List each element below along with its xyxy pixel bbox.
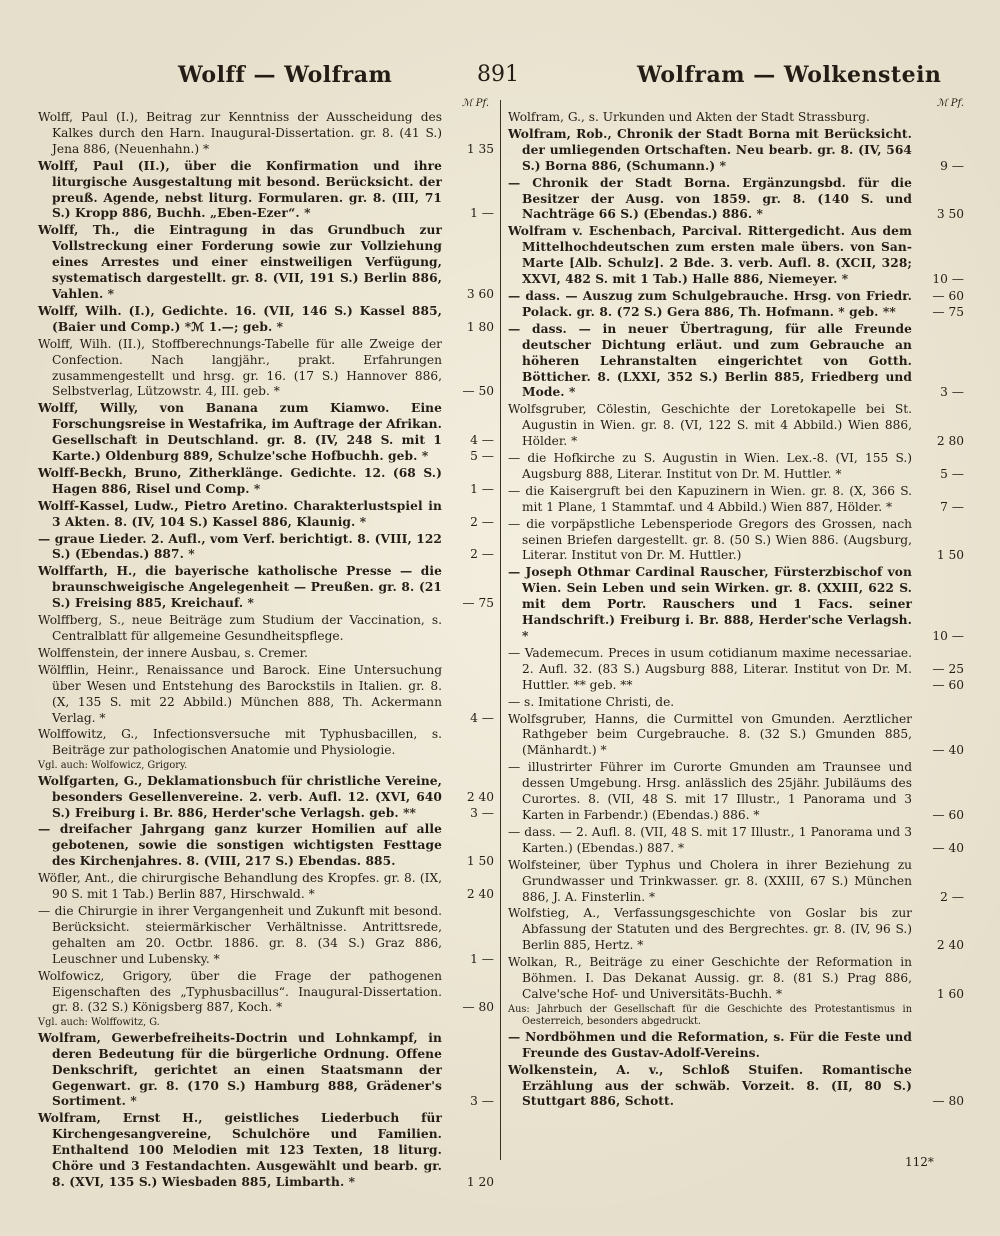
catalog-entry [508,224,964,288]
entry-text: — die vorpäpstliche Lebensperiode Gregors des Grossen, nach seinen Briefen dargestellt. gr. 8. (50 S.) Wien 886. (Augsburg, Literar. Institut von Dr. M. Huttler.) [508,516,912,563]
entry-text: Wolffowitz, G., Infectionsversuche mit Typhusbacillen, s. Beiträge zur pathologischen Anatomie und Physiologie. [38,727,442,758]
entry-price: 4 — [470,710,494,725]
entry-price: — 80 [932,1094,964,1109]
catalog-entry [38,822,494,870]
catalog-entry [38,871,494,903]
catalog-entry [508,322,964,402]
catalog-entry [508,451,964,483]
entry-text: Vgl. auch: Wolfowicz, Grigory. [38,760,188,772]
entry-price: 1 50 [936,548,964,563]
entry-price: 1 60 [936,986,964,1001]
entry-price: — 60 — 75 [932,288,964,319]
entry-price: 2 40 3 — [466,789,494,820]
entry-text: Wolfsteiner, über Typhus und Cholera in ihrer Beziehung zu Grundwasser und Trinkwasser. gr. 8. (XXIII, 67 S.) München 886, J. A. Finsterlin. * [508,857,912,904]
entry-text: Wolff-Beckh, Bruno, Zitherklänge. Gedichte. 12. (68 S.) Hagen 886, Risel und Comp. * [38,465,442,496]
catalog-entry [508,517,964,565]
entry-price: — 80 [462,1000,494,1015]
entry-price: — 60 [932,807,964,822]
catalog-entry [508,760,964,824]
entry-price: 4 — 5 — [470,433,494,464]
entry-price: — 40 [932,743,964,758]
entry-price: 3 — [940,385,964,400]
catalog-entry [508,289,964,321]
catalog-entry [508,906,964,954]
catalog-entry [38,159,494,223]
entry-text: — dass. — in neuer Übertragung, für alle Freunde deutscher Dichtung erläut. und zum Gebrauche an höheren Lehranstalten eingerichtet von Gotth. Bötticher. 8. (LXXI, 352 S.) Berlin 885, Friedberg und Mode. * [508,321,912,400]
catalog-entry [38,466,494,498]
entry-text: — s. Imitatione Christi, de. [508,694,675,709]
catalog-entry [38,663,494,727]
entry-price: 1 80 [466,319,494,334]
entry-price: 10 — [932,272,964,287]
catalog-entry [508,176,964,224]
entry-text: — dreifacher Jahrgang ganz kurzer Homilien auf alle gebotenen, sowie die sonstigen wichtigsten Festtage des Kirchenjahres. 8. (VIII, 217 S.) Ebendas. 885. [38,822,442,869]
catalog-entry [508,1030,964,1062]
catalog-entry [508,1063,964,1111]
entry-text: — dass. — Auszug zum Schulgebrauche. Hrsg. von Friedr. Polack. gr. 8. (72 S.) Gera 886, Th. Hofmann. * geb. ** [508,288,912,319]
entry-text: Wolff, Wilh. (I.), Gedichte. 16. (VII, 146 S.) Kassel 885, (Baier und Comp.) *ℳ 1.—; geb. * [38,303,442,334]
catalog-entry [508,695,964,711]
entry-price: 1 — [470,206,494,221]
catalog-entry [508,1004,964,1029]
entry-price: 2 80 [936,434,964,449]
signature-mark: 112* [905,1155,934,1169]
entry-text: Wolfowicz, Grigory, über die Frage der pathogenen Eigenschaften des „Typhusbacillus“. Inaugural-Dissertation. gr. 8. (32 S.) Königsberg 887, Koch. * [38,968,442,1015]
page-number: 891 [477,62,519,87]
entry-price: 1 35 [466,141,494,156]
entry-price: 1 — [470,481,494,496]
entry-price: — 75 [462,596,494,611]
entry-text: — illustrirter Führer im Curorte Gmunden am Traunsee und dessen Umgebung. Hrsg. anlässlich des 25jähr. Jubiläums des Curortes. 8. (VII, 48 S. mit 17 Illustr., 1 Panorama und 3 Karten in Farbendr.) (Ebendas.) 886. * [508,760,912,822]
catalog-entry [508,712,964,760]
entry-text: Wolfstieg, A., Verfassungsgeschichte von Goslar bis zur Abfassung der Statuten und des Bergrechtes. gr. 8. (IV, 96 S.) Berlin 885, Hertz. * [508,906,912,953]
entry-price: — 40 [932,840,964,855]
entry-text: Vgl. auch: Wolffowitz, G. [38,1017,160,1029]
catalog-entry [38,304,494,336]
entry-text: Wolkan, R., Beiträge zu einer Geschichte der Reformation in Böhmen. I. Das Dekanat Aussig. gr. 8. (81 S.) Prag 886, Calve'sche Hof- und Universitäts-Buchh. * [508,955,912,1001]
entry-text: Wolff, Wilh. (II.), Stoffberechnungs-Tabelle für alle Zweige der Confection. Nach langjähr., prakt. Erfahrungen zusammengestellt und hrsg. gr. 16. (17 S.) Hannover 886, Selbstverlag, Lützowstr. 4, III. geb. * [38,336,442,399]
entry-price: 7 — [940,499,964,514]
entry-price: 2 — [940,889,964,904]
catalog-entry [508,825,964,857]
catalog-entry [508,402,964,450]
catalog-entry [38,760,494,773]
entry-price: 1 20 [466,1175,494,1189]
catalog-entry [38,613,494,645]
entry-price: 2 40 [466,887,494,902]
entry-text: Wolffberg, S., neue Beiträge zum Studium der Vaccination, s. Centralblatt für allgemeine Gesundheitspflege. [38,613,442,643]
column-divider [500,100,501,1160]
catalog-entry [38,532,494,564]
catalog-entry [38,401,494,465]
entry-price: 3 50 [936,207,964,222]
catalog-entry [38,646,494,662]
entry-text: Wolfram, Ernst H., geistliches Liederbuch für Kirchengesangvereine, Schulchöre und Familien. Enthaltend 100 Melodien mit 123 Texten, 18 liturg. Chöre und 3 Festandachten. Ausgewählt und bearb. gr. 8. (XVI, 135 S.) Wiesbaden 885, Limbarth. * [38,1111,442,1189]
entry-text: Wölfflin, Heinr., Renaissance und Barock. Eine Untersuchung über Wesen und Entstehung des Barockstils in Italien. gr. 8. (X, 135 S. mit 22 Abbild.) München 888, Th. Ackermann Verlag. * [38,662,442,725]
catalog-entry [38,1111,494,1191]
entry-text: Wolfram, Gewerbefreiheits-Doctrin und Lohnkampf, in deren Bedeutung für die bürgerliche Ordnung. Offene Denkschrift, gerichtet an einen Staatsmann der Gegenwart. gr. 8. (170 S.) Hamburg 888, Grädener's Sortiment. * [38,1030,442,1109]
catalog-entry [508,646,964,694]
entry-text: Wolfram v. Eschenbach, Parcival. Rittergedicht. Aus dem Mittelhochdeutschen zum ersten male übers. von San-Marte [Alb. Schulz]. 2 Bde. 3. verb. Aufl. 8. (XCII, 328; XXVI, 482 S. mit 1 Tab.) Halle 886, Niemeyer. * [508,224,912,287]
entry-price: 3 60 [466,286,494,301]
catalog-entry [508,565,964,645]
entry-text: Wolfram, Rob., Chronik der Stadt Borna mit Berücksicht. der umliegenden Ortschaften. Neu bearb. gr. 8. (IV, 564 S.) Borna 886, (Schumann.) * [508,126,912,173]
catalog-entry [38,774,494,822]
entry-text: — Joseph Othmar Cardinal Rauscher, Fürsterzbischof von Wien. Sein Leben und sein Wirken. gr. 8. (XXIII, 622 S. mit dem Portr. Rauschers und 1 Facs. seiner Handschrift.) Freiburg i. Br. 888, Herder'sche Verlagsh. * [508,565,912,643]
entry-price: 9 — [940,158,964,173]
entry-price: — 25 — 60 [932,661,964,692]
catalog-entry [508,955,964,1003]
entry-text: — Chronik der Stadt Borna. Ergänzungsbd. für die Besitzer der Ausg. von 1859. gr. 8. (140 S. und Nachträge 66 S.) (Ebendas.) 886. * [508,175,912,222]
entry-price: 2 40 [936,938,964,953]
catalog-entry [38,337,494,401]
catalog-entry [38,727,494,759]
entry-price: 5 — [940,466,964,481]
entry-text: — die Kaisergruft bei den Kapuzinern in Wien. gr. 8. (X, 366 S. mit 1 Plane, 1 Stammtaf. und 4 Abbild.) Wien 887, Hölder. * [508,483,912,514]
entry-text: Wöfler, Ant., die chirurgische Behandlung des Kropfes. gr. 8. (IX, 90 S. mit 1 Tab.) Berlin 887, Hirschwald. * [38,871,442,902]
catalog-entry [38,1017,494,1030]
entry-text: Wolff-Kassel, Ludw., Pietro Aretino. Charakterlustspiel in 3 Akten. 8. (IV, 104 S.) Kassel 886, Klaunig. * [38,498,442,529]
currency-label: ℳ Pf. [461,98,489,109]
right-column [508,98,964,1111]
entry-text: Wolfram, G., s. Urkunden und Akten der Stadt Strassburg. [508,110,870,124]
catalog-entry [508,110,964,126]
entry-text: — graue Lieder. 2. Aufl., vom Verf. berichtigt. 8. (VIII, 122 S.) (Ebendas.) 887. * [38,531,442,562]
entry-price: 10 — [932,629,964,643]
entry-text: — die Hofkirche zu S. Augustin in Wien. Lex.-8. (VI, 155 S.) Augsburg 888, Literar. Institut von Dr. M. Huttler. * [508,451,912,481]
catalog-entry [38,1031,494,1111]
entry-text: Wolfgarten, G., Deklamationsbuch für christliche Vereine, besonders Gesellenvereine. 2. verb. Aufl. 12. (XVI, 640 S.) Freiburg i. Br. 886, Herder'sche Verlagsh. geb. ** [38,773,442,820]
catalog-entry [38,499,494,531]
catalog-entry [38,110,494,158]
entry-price: 2 — [470,514,494,529]
catalog-entry [38,969,494,1017]
entry-text: Wolffenstein, der innere Ausbau, s. Cremer. [38,645,309,660]
catalog-entry [38,223,494,303]
catalog-entry [38,564,494,612]
entry-text: Wolff, Paul (I.), Beitrag zur Kenntniss der Ausscheidung des Kalkes durch den Harn. Inaugural-Dissertation. gr. 8. (41 S.) Jena 886, (Neuenhahn.) * [38,110,442,156]
entry-text: Wolff, Paul (II.), über die Konfirmation und ihre liturgische Ausgestaltung mit besond. Berücksicht. der preuß. Agende, nebst liturg. Formularen. gr. 8. (III, 71 S.) Kropp 886, Buchh. „Eben-Ezer“. * [38,158,442,221]
catalog-entry [508,484,964,516]
entry-text: Wolff, Willy, von Banana zum Kiamwo. Eine Forschungsreise in Westafrika, im Auftrage der Afrikan. Gesellschaft in Deutschland. gr. 8. (IV, 248 S. mit 1 Karte.) Oldenburg 889, Schulze'sche Hofbuchh. geb. * [38,401,442,464]
entry-price: 1 — [470,951,494,966]
entry-price: 1 50 [466,854,494,869]
catalog-entry [38,904,494,968]
entry-text: — die Chirurgie in ihrer Vergangenheit und Zukunft mit besond. Berücksicht. steiermärkischer Verhältnisse. Antrittsrede, gehalten am 20. Octbr. 1886. gr. 8. (34 S.) Graz 886, Leuschner und Lubensky. * [38,904,442,966]
entry-price: 2 — [470,547,494,562]
currency-label: ℳ Pf. [936,98,964,109]
running-header [0,62,1000,96]
entry-text: Wolffarth, H., die bayerische katholische Presse — die braunschweigische Angelegenheit — Preußen. gr. 8. (21 S.) Freising 885, Kreichauf. * [38,564,442,611]
entry-price: 3 — [470,1094,494,1109]
catalog-entry [508,858,964,906]
entry-text: Aus: Jahrbuch der Gesellschaft für die Geschichte des Protestantismus in Oesterreich, besonders abgedruckt. [508,1003,912,1028]
catalog-entry [508,127,964,175]
entry-text: Wolfsgruber, Cölestin, Geschichte der Loretokapelle bei St. Augustin in Wien. gr. 8. (VI, 122 S. mit 4 Abbild.) Wien 886, Hölder. * [508,402,912,449]
entry-text: Wolff, Th., die Eintragung in das Grundbuch zur Vollstreckung einer Forderung sowie zur Vollziehung eines Arrestes und einer einstweiligen Verfügung, systematisch dargestellt. gr. 8. (VII, 191 S.) Berlin 886, Vahlen. * [38,223,442,301]
entry-price: — 50 [462,384,494,399]
entry-text: — Nordböhmen und die Reformation, s. Für die Feste und Freunde des Gustav-Adolf-Vereins. [508,1029,912,1060]
header-right-title: Wolfram — Wolkenstein [637,62,942,88]
entry-text: Wolfsgruber, Hanns, die Curmittel von Gmunden. Aerztlicher Rathgeber beim Curgebrauche. 8. (32 S.) Gmunden 885, (Mänhardt.) * [508,711,912,758]
entry-text: Wolkenstein, A. v., Schloß Stuifen. Romantische Erzählung aus der schwäb. Vorzeit. 8. (II, 80 S.) Stuttgart 886, Schott. [508,1062,912,1109]
entry-text: — dass. — 2. Aufl. 8. (VII, 48 S. mit 17 Illustr., 1 Panorama und 3 Karten.) (Ebendas.) 887. * [508,824,912,855]
header-left-title: Wolff — Wolfram [178,62,393,88]
entry-text: — Vademecum. Preces in usum cotidianum maxime necessariae. 2. Aufl. 32. (83 S.) Augsburg 888, Literar. Institut von Dr. M. Huttler. ** geb. ** [508,645,912,692]
left-column [38,98,494,1192]
